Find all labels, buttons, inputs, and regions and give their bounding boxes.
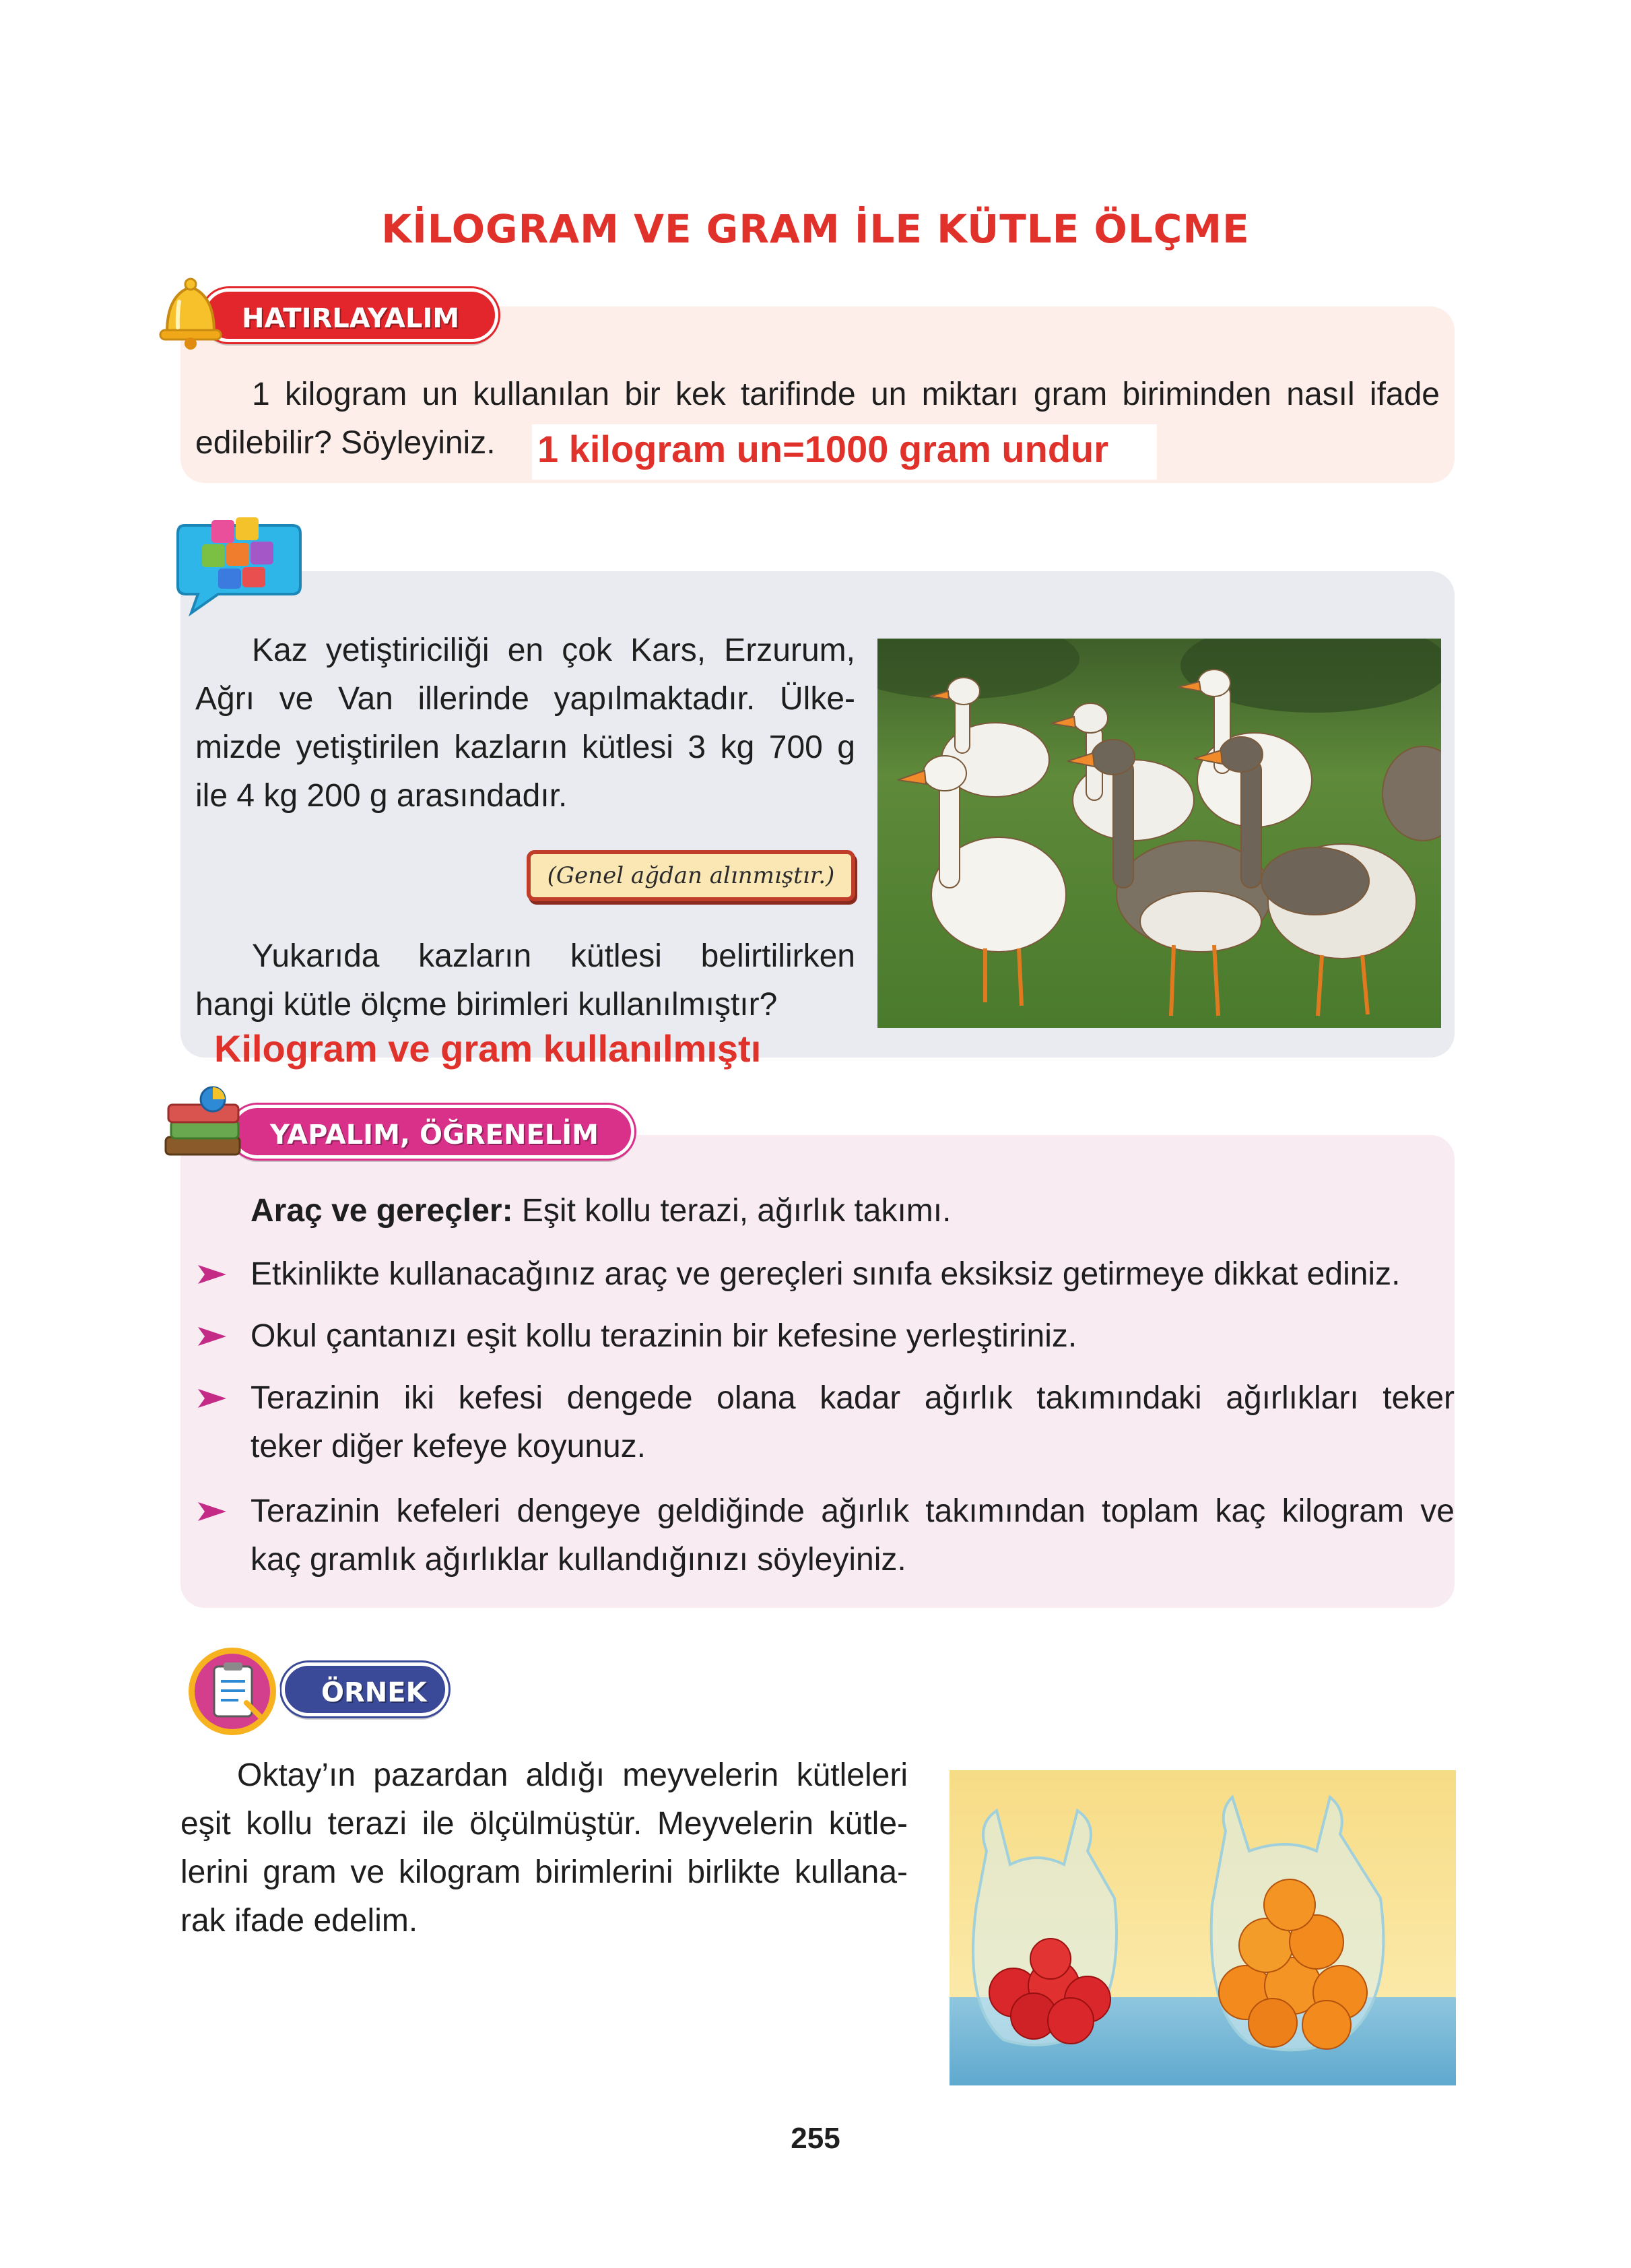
- example-line-2: eşit kollu terazi ile ölçülmüştür. Meyvelerin kütle-: [180, 1806, 908, 1842]
- arrow-bullet-icon: [195, 1250, 232, 1299]
- puzzle-line-4: ile 4 kg 200 g arasındadır.: [195, 778, 568, 814]
- arrow-bullet-icon: [195, 1487, 232, 1536]
- bullet-text: Etkinlikte kullanacağınız araç ve gereçleri sınıfa eksiksiz getirmeye dikkat ediniz.: [251, 1256, 1401, 1292]
- puzzle-question: [195, 932, 855, 1029]
- puzzle-line-2: Ağrı ve Van illerinde yapılmaktadır. Ülke-: [195, 681, 855, 717]
- bullet-text: Terazinin kefeleri dengeye geldiğinde ağırlık takımından toplam kaç kilogram ve: [251, 1493, 1455, 1529]
- example-line-3: lerini gram ve kilogram birimlerini birlikte kullana-: [180, 1854, 908, 1890]
- tools-label: Araç ve gereçler:: [251, 1193, 513, 1229]
- puzzle-answer: Kilogram ve gram kullanılmıştı: [214, 1027, 762, 1070]
- doit-tag: YAPALIM, ÖĞRENELİM: [230, 1105, 634, 1159]
- question-line-1: Yukarıda kazların kütlesi belirtilirken: [252, 938, 855, 974]
- source-note: (Genel ağdan alınmıştır.): [527, 850, 855, 901]
- books-icon: [159, 1084, 246, 1165]
- example-tag: ÖRNEK: [281, 1662, 448, 1716]
- bell-icon: [154, 268, 228, 356]
- bullet-item: [195, 1312, 1455, 1361]
- question-line-2: hangi kütle ölçme birimleri kullanılmıştır?: [195, 987, 778, 1023]
- bullet-item: [195, 1487, 1455, 1584]
- tools-line: [251, 1187, 1449, 1235]
- bullet-item: [195, 1374, 1455, 1471]
- geese-photo: [877, 639, 1441, 1028]
- bullet-text-cont: teker diğer kefeye koyunuz.: [251, 1429, 646, 1464]
- puzzle-line-3: mizde yetiştirilen kazların kütlesi 3 kg 700 g: [195, 730, 855, 765]
- remember-line-1: 1 kilogram un kullanılan bir kek tarifinde un miktarı gram biriminden nasıl ifade: [252, 377, 1440, 412]
- bullet-text: Okul çantanızı eşit kollu terazinin bir kefesine yerleştiriniz.: [251, 1318, 1077, 1354]
- example-text: [180, 1751, 908, 1945]
- puzzle-bubble-icon: [164, 512, 312, 620]
- fruit-bags-illustration: [950, 1770, 1456, 2085]
- bullet-text-cont: kaç gramlık ağırlıklar kullandığınızı söyleyiniz.: [251, 1542, 906, 1578]
- remember-answer: 1 kilogram un=1000 gram undur: [537, 428, 1109, 470]
- clipboard-icon: [182, 1641, 283, 1742]
- puzzle-line-1: Kaz yetiştiriciliği en çok Kars, Erzurum,: [252, 633, 855, 668]
- page-number: 255: [791, 2122, 840, 2155]
- page-title: KİLOGRAM VE GRAM İLE KÜTLE ÖLÇME: [381, 206, 1250, 252]
- remember-line-2: edilebilir? Söyleyiniz.: [195, 425, 496, 461]
- bullet-text: Terazinin iki kefesi dengede olana kadar ağırlık takımındaki ağırlıkları teker: [251, 1380, 1455, 1416]
- example-line-1: Oktay’ın pazardan aldığı meyvelerin kütleleri: [237, 1757, 908, 1793]
- puzzle-paragraph: [195, 626, 855, 820]
- arrow-bullet-icon: [195, 1374, 232, 1423]
- example-line-4: rak ifade edelim.: [180, 1903, 418, 1939]
- remember-tag: HATIRLAYALIM: [202, 288, 498, 342]
- arrow-bullet-icon: [195, 1312, 232, 1361]
- tools-value: Eşit kollu terazi, ağırlık takımı.: [512, 1193, 952, 1229]
- bullet-item: [195, 1250, 1455, 1299]
